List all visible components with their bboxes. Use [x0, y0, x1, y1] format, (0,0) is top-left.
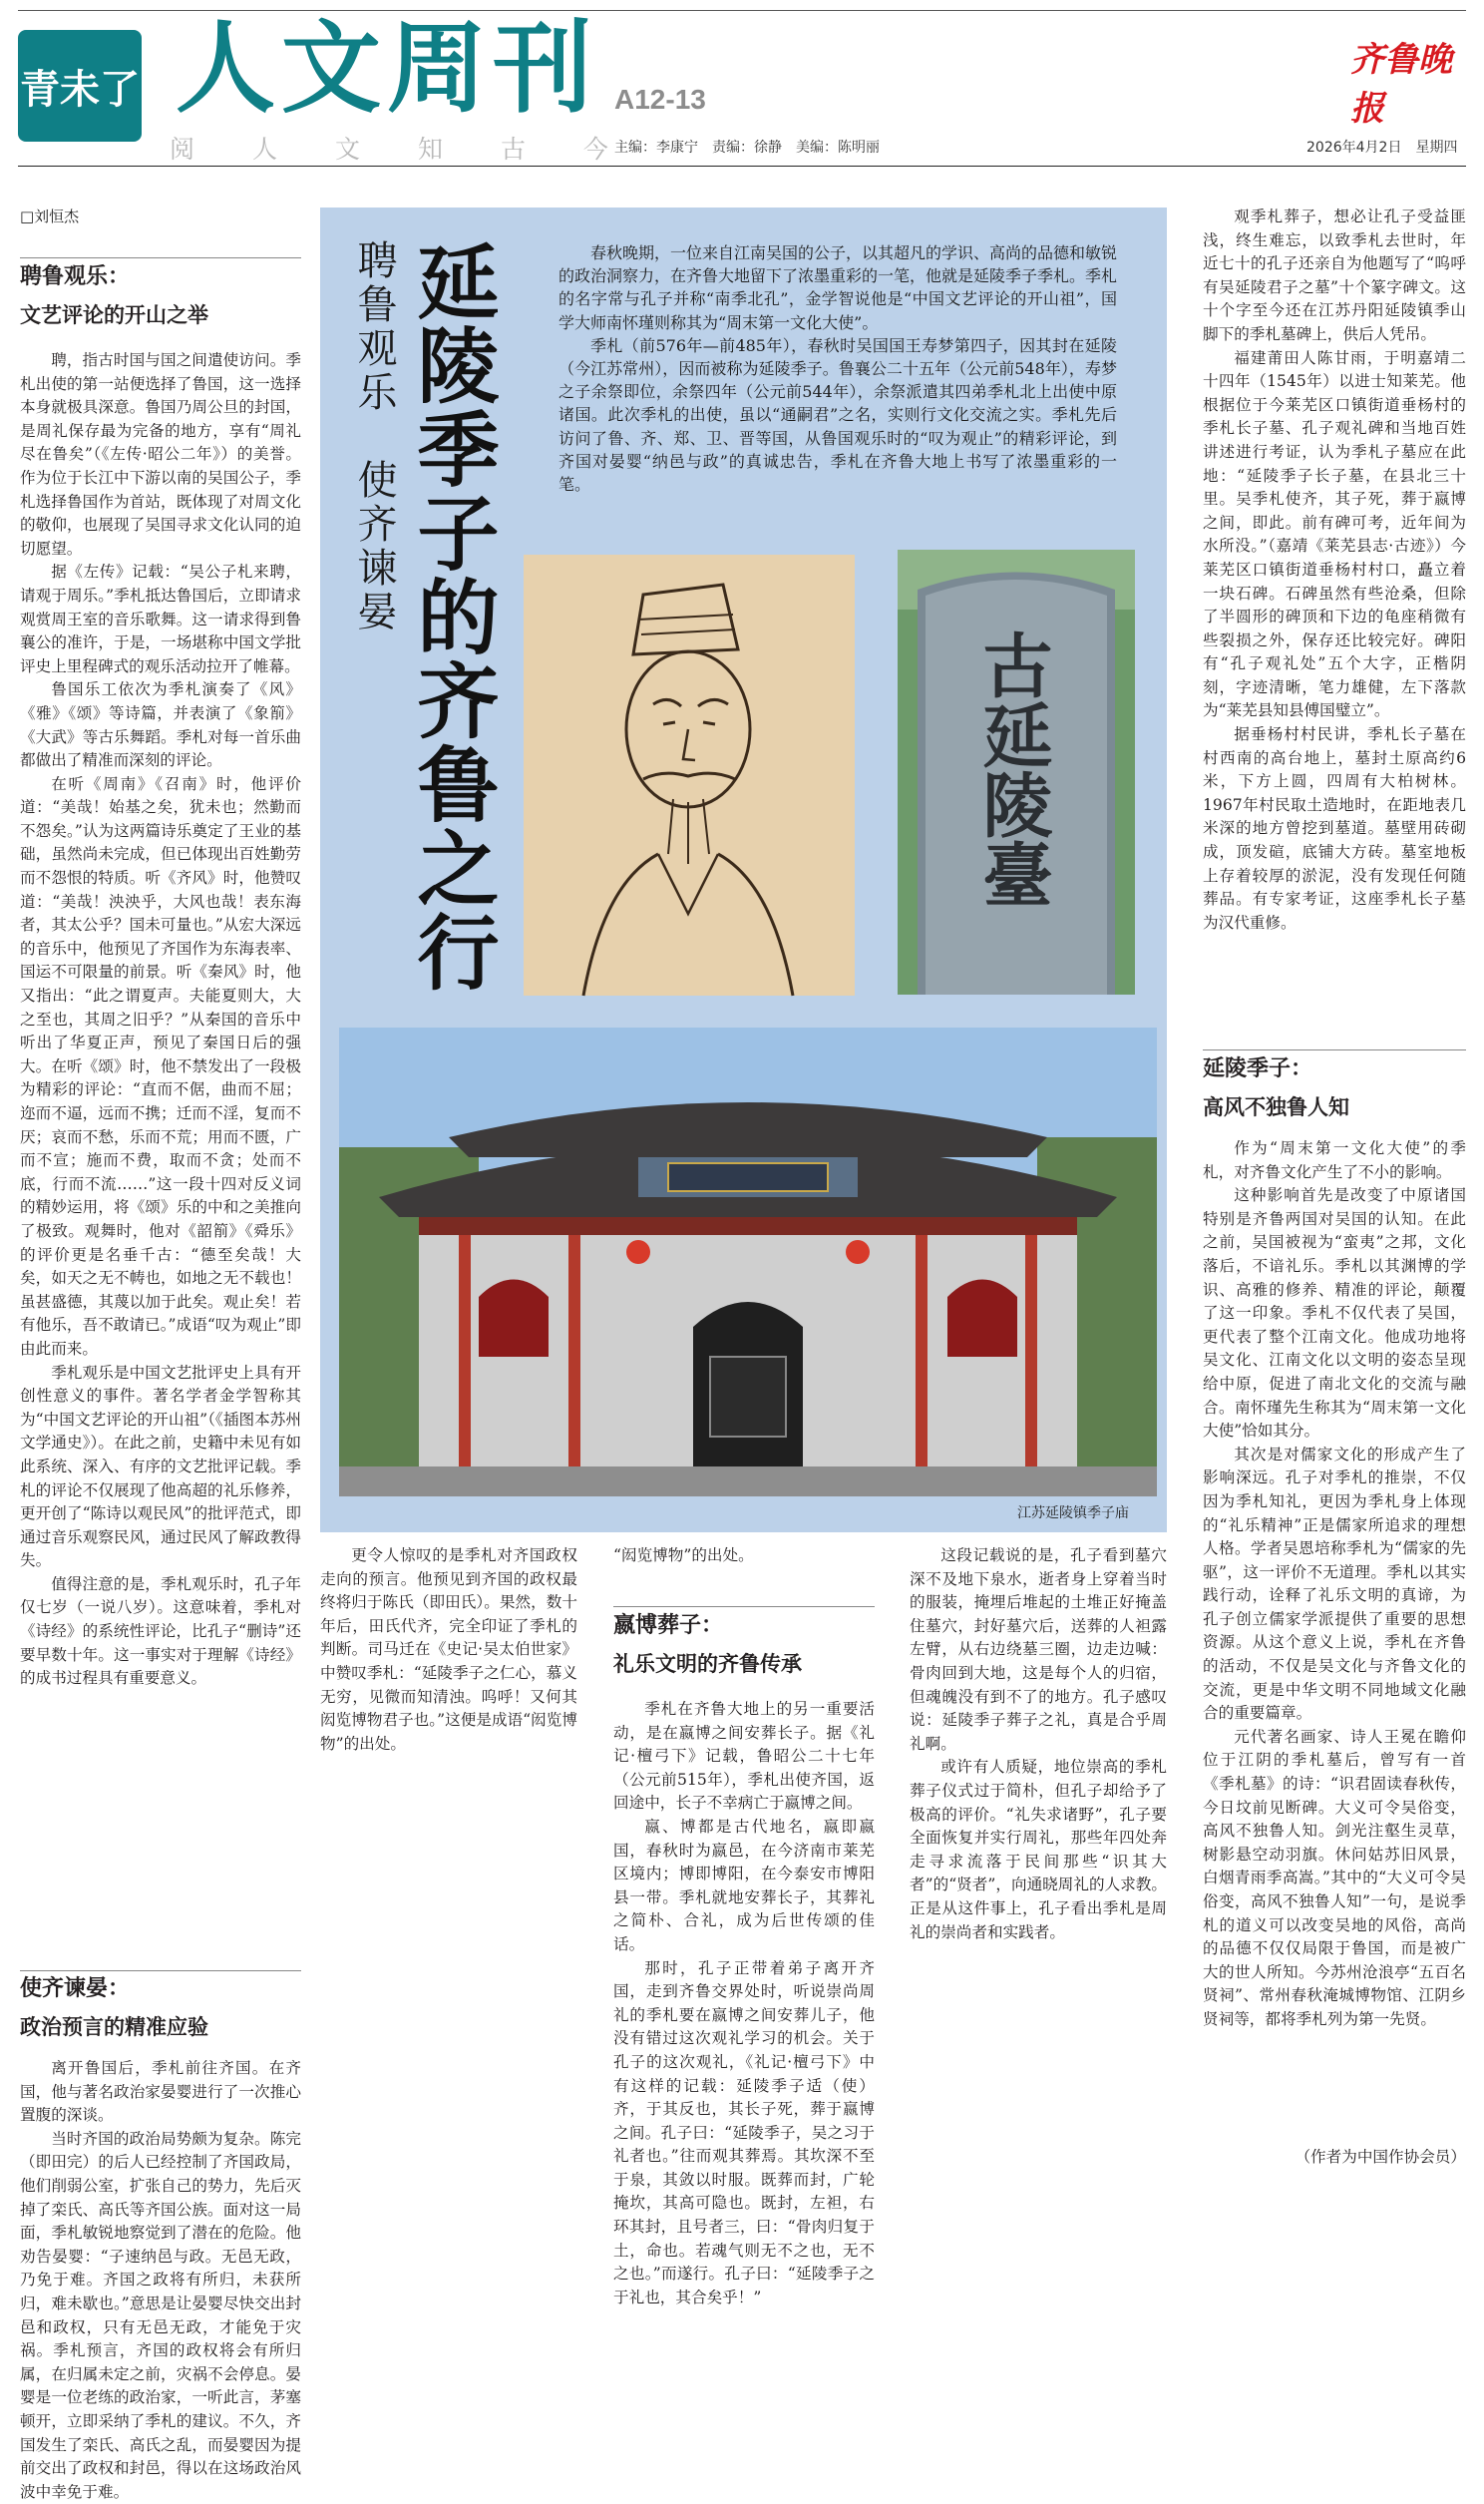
paragraph: 这段记载说的是，孔子看到墓穴深不及地下泉水，逝者身上穿着当时的服装，掩埋后堆起的土堆正好掩盖住墓穴，封好墓穴后，送葬的人袒露左臂，从右边绕墓三圈，边走边喊：骨肉回到大地，这是每个人的归宿，但魂魄没有到不了的地方。孔子感叹说：延陵季子葬子之礼，真是合乎周礼啊。 — [910, 1546, 1167, 1753]
slogan-char: 知 — [417, 135, 443, 164]
paragraph: 观季札葬子，想必让孔子受益匪浅，终生难忘，以致季札去世时，年近七十的孔子还亲自为他题写了“呜呼有吴延陵君子之墓”十个篆字碑文。这十个字至今还在江苏丹阳延陵镇季山脚下的季札墓碑上，供后人凭吊。 — [1203, 208, 1466, 343]
paragraph: 嬴、博都是古代地名，嬴即嬴国，春秋时为嬴邑，在今济南市莱芜区境内；博即博阳，在今泰安市博阳县一带。季札就地安葬长子，其葬礼之简朴、合礼，成为后世传颂的佳话。 — [613, 1817, 875, 1953]
paragraph: 更令人惊叹的是季札对齐国政权走向的预言。他预见到齐国的政权最终将归于陈氏（即田氏）。果然，数十年后，田氏代齐，完全印证了季札的判断。司马迁在《史记·吴太伯世家》中赞叹季札：“延陵季子之仁心，慕义无穷，见微而知清浊。呜呼！又何其闳览博物君子也。”这便是成语“闳览博物”的出处。 — [320, 1546, 577, 1753]
lead-paragraph: 季札（前576年—前485年），春秋时吴国国王寿梦第四子，因其封在延陵（今江苏常州），因而被称为延陵季子。鲁襄公二十五年（公元前548年），寿梦之子余祭即位，余祭四年（公元前544年），余祭派遣其四弟季札北上出使中原诸国。此次季札的出使，虽以“通嗣君”之名，实则行文化交流之实。季札先后访问了鲁、齐、郑、卫、晋等国，从鲁国观乐时的“叹为观止”的精彩评论，到齐国对晏婴“纳邑与政”的真诚忠告，季札在齐鲁大地上书写了浓墨重彩的一笔。 — [558, 335, 1117, 495]
section-rule — [20, 257, 301, 258]
slogan — [170, 130, 608, 166]
lead-paragraph: 春秋晚期，一位来自江南吴国的公子，以其超凡的学识、高尚的品德和敏锐的政治洞察力，在齐鲁大地留下了浓墨重彩的一笔，他就是延陵季子季札。季札的名字常与孔子并称“南季北孔”，金学智说他是“中国文艺评论的开山祖”，国学大师南怀瑾则称其为“周末第一文化大使”。 — [558, 243, 1118, 332]
section-rule — [1203, 1049, 1466, 1050]
issue-date: 2026年4月2日 星期四 — [1306, 140, 1458, 156]
section-subheading-1: 文艺评论的开山之举 — [20, 303, 208, 327]
slogan-char: 文 — [334, 135, 360, 164]
paragraph: 当时齐国的政治局势颇为复杂。陈完（即田完）的后人已经控制了齐国政局，他们削弱公室，扩张自己的势力，先后灭掉了栾氏、高氏等齐国公族。面对这一局面，季札敏锐地察觉到了潜在的危险。他劝告晏婴：“子速纳邑与政。无邑无政，乃免于难。齐国之政将有所归，未获所归，难未歇也。”意思是让晏婴尽快交出封邑和政权，只有无邑无政，才能免于灾祸。季札预言，齐国的政权将会有所归属，在归属未定之前，灾祸不会停息。晏婴是一位老练的政治家，一听此言，茅塞顿开，立即采纳了季札的建议。不久，齐国发生了栾氏、高氏之乱，而晏婴因为提前交出了政权和封邑，得以在这场政治风波中幸免于难。 — [20, 2129, 301, 2501]
paragraph: 据垂杨村村民讲，季札长子墓在村西南的高台地上，墓封土原高约6米，下方上圆，四周有大柏树林。1967年村民取土造地时，在距地表几米深的地方曾挖到墓道。墓壁用砖砌成，顶发碹，底铺大方砖。墓室地板上存着较厚的淤泥，没有发现任何随葬品。有专家考证，这座季札长子墓为汉代重修。 — [1203, 725, 1466, 932]
slogan-char: 阅 — [170, 135, 195, 164]
paragraph: 据《左传》记载：“吴公子札来聘，请观于周乐。”季札抵达鲁国后，立即请求观赏周王室的音乐歌舞。这一请求得到鲁襄公的准许，于是，一场堪称中国文学批评史上里程碑式的观乐活动拉开了帷幕。 — [20, 563, 301, 675]
text-column-2 — [320, 1544, 577, 2173]
header-rule — [18, 166, 1466, 167]
paragraph: 季札观乐是中国文艺批评史上具有开创性意义的事件。著名学者金学智称其为“中国文艺评论的开山祖”（《插图本苏州文学通史》）。在此之前，史籍中未见有如此系统、深入、有序的文艺批评记载。季札的评论不仅展现了他高超的礼乐修养，更开创了“陈诗以观民风”的批评范式，即通过音乐观察民风，通过民风了解政教得失。 — [20, 1363, 301, 1570]
text-column-1b — [20, 2057, 301, 2501]
newspaper-brand: 齐鲁晚报 — [1350, 40, 1452, 129]
section-subheading-2: 政治预言的精准应验 — [20, 2015, 208, 2039]
section-heading-1: 聘鲁观乐： — [20, 264, 131, 289]
paragraph: 那时，孔子正带着弟子离开齐国，走到齐鲁交界处时，听说崇尚周礼的季札要在嬴博之间安葬儿子，他没有错过这次观礼学习的机会。关于孔子的这次观礼，《礼记·檀弓下》中有这样的记载：延陵季子适（使）齐，于其反也，其长子死，葬于嬴博之间。孔子曰：“延陵季子，吴之习于礼者也。”往而观其葬焉。其坎深不至于泉，其敛以时服。既葬而封，广轮掩坎，其高可隐也。既封，左袒，右环其封，且号者三，曰：“骨肉归复于土，命也。若魂气则无不之也，无不之也。”而遂行。孔子曰：“延陵季子之于礼也，其合矣乎！” — [613, 1958, 875, 2306]
text-column-3-top — [613, 1544, 875, 1592]
paragraph: “闳览博物”的出处。 — [613, 1546, 754, 1564]
paragraph: 值得注意的是，季札观乐时，孔子年仅七岁（一说八岁）。这意味着，季札对《诗经》的系统性评论，比孔子“删诗”还要早数十年。这一事实对于理解《诗经》的成书过程具有重要意义。 — [20, 1574, 301, 1688]
section-rule — [20, 1970, 301, 1971]
slogan-char: 人 — [251, 135, 277, 164]
section-heading-3: 嬴博葬子： — [613, 1613, 724, 1638]
paragraph: 这种影响首先是改变了中原诸国特别是齐鲁两国对吴国的认知。在此之前，吴国被视为“蛮夷”之邦，文化落后，不谙礼乐。季札以其渊博的学识、高雅的修养、精准的评论，颠覆了这一印象。季札不仅代表了吴国，更代表了整个江南文化。他成功地将吴文化、江南文化以文明的姿态呈现给中原，促进了南北文化的交流与融合。南怀瑾先生称其为“周末第一文化大使”恰如其分。 — [1203, 1186, 1466, 1441]
paragraph: 作为“周末第一文化大使”的季札，对齐鲁文化产生了不小的影响。 — [1203, 1139, 1466, 1181]
paragraph: 离开鲁国后，季札前往齐国。在齐国，他与著名政治家晏婴进行了一次推心置腹的深谈。 — [20, 2059, 301, 2125]
stele-inscription: 古延陵臺 — [971, 629, 1054, 909]
logo-box — [18, 30, 142, 142]
temple-photo — [339, 1028, 1157, 1496]
photo-caption: 江苏延陵镇季子庙 — [1017, 1505, 1129, 1521]
article-lead — [558, 241, 1117, 496]
author-line: □刘恒杰 — [20, 208, 80, 225]
article-title: 延陵季子的齐鲁之行 — [404, 239, 500, 994]
paragraph: 鲁国乐工依次为季札演奏了《风》《雅》《颂》等诗篇，并表演了《象箾》《大武》等古乐舞蹈。季札对每一首乐曲都做出了精准而深刻的评论。 — [20, 680, 301, 770]
editor-credits: 主编：李康宁 责编：徐静 美编：陈明丽 — [614, 140, 880, 156]
text-column-5b — [1203, 1137, 1466, 2139]
article-kicker: 聘鲁观乐 使齐谏晏 — [351, 239, 397, 634]
paragraph: 在听《周南》《召南》时，他评价道：“美哉！始基之矣，犹未也；然勤而不怨矣。”认为这两篇诗乐奠定了王业的基础，虽然尚未完成，但已体现出百姓勤劳而不怨恨的特质。听《齐风》时，他赞叹道：“美哉！泱泱乎，大风也哉！表东海者，其太公乎？国未可量也。”从宏大深远的音乐中，他预见了齐国作为东海表率、国运不可限量的前景。听《秦风》时，他又指出：“此之谓夏声。夫能夏则大，大之至也，其周之旧乎？”从秦国的音乐中听出了华夏正声，预见了秦国日后的强大。在听《颂》时，他不禁发出了一段极为精彩的评论：“直而不倨，曲而不屈；迩而不逼，远而不携；迁而不淫，复而不厌；哀而不愁，乐而不荒；用而不匮，广而不宣；施而不费，取而不贪；处而不底，行而不流……”这一段十四对反义词的精妙运用，将《颂》乐的中和之美推向了极致。观舞时，他对《韶箾》《舜乐》的评价更是名垂千古：“德至矣哉！大矣，如天之无不帱也，如地之无不载也！虽甚盛德，其蔑以加于此矣。观止矣！若有他乐，吾不敢请已。”成语“叹为观止”即由此而来。 — [20, 774, 301, 1358]
slogan-char: 古 — [500, 135, 526, 164]
paragraph: 福建莆田人陈甘雨，于明嘉靖二十四年（1545年）以进士知莱芜。他根据位于今莱芜区口镇街道垂杨村的季札长子墓、孔子观礼碑和当地百姓讲述进行考证，认为季札子墓应在此地：“延陵季子长子墓，在县北三十里。吴季札使齐，其子死，葬于嬴博之间，即此。前有碑可考，近年间为水所没。”（嘉靖《莱芜县志·古迹》）今莱芜区口镇街道垂杨村村口，矗立着一块石碑。石碑虽然有些沧桑，但除了半圆形的碑顶和下边的龟座稍微有些裂损之外，保存还比较完好。碑阳有“孔子观礼处”五个大字，正楷阴刻，字迹清晰，笔力雄健，左下落款为“莱芜县知县傅国璧立”。 — [1203, 348, 1466, 720]
text-column-3 — [613, 1698, 875, 2306]
text-column-1 — [20, 349, 301, 1965]
paragraph: 或许有人质疑，地位崇高的季札葬子仪式过于简朴，但孔子却给予了极高的评价。“礼失求诸野”，孔子要全面恢复并实行周礼，那些年四处奔走寻求流落于民间那些“识其大者”的“贤者”，向通晓周礼的人求教。正是从这件事上，孔子看出季札是周礼的崇尚者和实践者。 — [910, 1758, 1167, 1941]
section-rule — [613, 1606, 875, 1607]
paragraph: 季札在齐鲁大地上的另一重要活动，是在嬴博之间安葬长子。据《礼记·檀弓下》记载，鲁昭公二十七年（公元前515年），季札出使齐国，返回途中，长子不幸病亡于嬴博之间。 — [613, 1700, 875, 1813]
portrait-illustration — [524, 555, 855, 996]
slogan-char: 今 — [582, 135, 608, 164]
text-column-5a — [1203, 206, 1466, 1040]
section-heading-4: 延陵季子： — [1203, 1056, 1313, 1081]
paragraph: 聘，指古时国与国之间遣使访问。季札出使的第一站便选择了鲁国，这一选择本身就极具深意。鲁国乃周公旦的封国，是周礼保存最为完备的地方，享有“周礼尽在鲁矣”（《左传·昭公二年》）的美誉。作为位于长江中下游以南的吴国公子，季札选择鲁国作为首站，既体现了对周文化的敬仰，也展现了吴国寻求文化认同的迫切愿望。 — [20, 351, 301, 558]
text-column-4 — [910, 1544, 1167, 2175]
paragraph: 其次是对儒家文化的形成产生了影响深远。孔子对季札的推崇，不仅因为季札知礼，更因为季札身上体现的“礼乐精神”正是儒家所追求的理想人格。学者吴恩培称季札为“儒家的先驱”，这一评价不无道理。季札以其实践行动，诠释了礼乐文明的真谛，为孔子创立儒家学派提供了重要的思想资源。从这个意义上说，季札在齐鲁的活动，不仅是吴文化与齐鲁文化的交流，更是中华文明不同地域文化融合的重要篇章。 — [1203, 1445, 1466, 1723]
section-subheading-4: 高风不独鲁人知 — [1203, 1095, 1349, 1119]
stele-photo — [898, 550, 1135, 995]
paragraph: 元代著名画家、诗人王冕在瞻仰位于江阴的季札墓后，曾写有一首《季札墓》的诗：“识君固读春秋传，今日坟前见断碑。大义可令吴俗变，高风不独鲁人知。剑光注壑生灵草，树影悬空动羽旗。休问姑苏旧风景，白烟青雨季高嵩。”其中的“大义可令吴俗变，高风不独鲁人知”一句，是说季札的道义可以改变吴地的风俗，高尚的品德不仅仅局限于鲁国，而是被广大的世人所知。今苏州沧浪亭“五百名贤祠”、常州春秋淹城博物馆、江阴乡贤祠等，都将季札列为第一先贤。 — [1203, 1727, 1466, 2028]
logo: 青未了 — [20, 67, 140, 113]
section-heading-2: 使齐谏晏： — [20, 1976, 131, 2001]
masthead-title: 人文周刊 — [176, 9, 598, 127]
issue-number: A12-13 — [614, 84, 706, 115]
section-subheading-3: 礼乐文明的齐鲁传承 — [613, 1652, 802, 1676]
author-byline: （作者为中国作协会员） — [1295, 2148, 1466, 2166]
